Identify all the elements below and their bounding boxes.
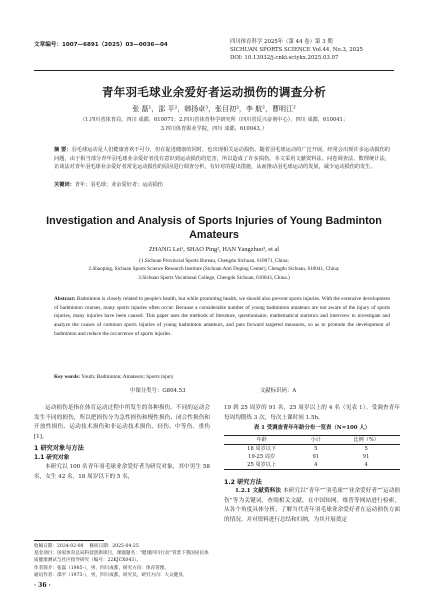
abstract-cn-label: 摘 要： [54,147,72,153]
article-number: 文章编号：1007—6891（2025）03—0036—04 [34,42,168,48]
affiliation-cn-line-1: （1.四川省体育局，四川 成都，610071；2.四川省体育科学研究所（四川省反兴奋剂中心），四川 成都，610041； [79,117,349,123]
table-cell: 19-25 周岁 [248,453,276,460]
table-cell: 4 [332,461,400,470]
affiliation-en-line-2: 2.Shaoping, Sichuan Sports Science Research Institute (Sichuan Anti Doping Center), Chengdu Sichuan, 610041, China; [88,266,340,273]
table-cell: 25 周岁以上 [224,461,299,470]
table-1-title: 表 1 受调查青年年龄分布一览表（N=100 人） [253,425,371,431]
table-row [224,461,400,470]
col-header-age: 年龄 [224,435,299,444]
footnote-divider [34,540,104,541]
abstract-en-label: Abstract: [54,296,76,302]
keywords-cn-text: 青年；羽毛球；业余爱好者；运动损伤 [74,182,163,188]
clc-number: 中图分类号：G804.53 [130,388,186,394]
keywords-en-text: Youth; Badminton; Amateurs; Sports injury [81,374,174,380]
journal-cn: 四川体育科学 2025年（第 44 卷）第 3 期 [230,39,333,45]
journal-en: SICHUAN SPORTS SCIENCE Vol.44, No.3, 2025 [230,47,363,53]
affiliation-en-line-3: 3.Sichuan Sports Vocational College, Chengdu Sichuan, 610043, China.) [138,274,290,281]
title-cn: 青年羽毛球业余爱好者运动损伤的调查分析 [101,85,327,99]
abstract-cn-text: 羽毛球运动是人们健康喜欢不可分，但在促进健康的同时，也出现相关运动损伤。随着羽毛球运动的广泛开展，经常会出现许多运动损伤的问题，由于相当部分青年羽毛球业余爱好者没有意识到运动损伤的危害，所以造成了许多损伤。本文采用文献资料法、问卷调查法、数理统计法，访谈法对青年羽毛球业余爱好者常见运动损伤的原因进行调查分析，有针对的提出措施，从而推动羽毛球运动的发展，减少运动损伤的发生。 [54,147,390,171]
col-header-subtotal: 小计 [299,435,332,444]
subsection-heading-1-2: 1.2 研究方法 [224,478,262,486]
abstract-cn [54,146,390,172]
literature-method-text: 本研究以“青年”“羽毛球”“业余爱好者”“运动损伤”等为关键词，查阅相关文献，在中国知网、维普等网站进行检索，从各个角度具体分析，了解当代青年羽毛球业余爱好者在运动损伤方面的情况。并对资料进行总结和归纳，为其开展奠定 [224,488,400,523]
table-cell: 91 [362,453,370,460]
keywords-cn [54,181,390,188]
title-en: Investigation and Analysis of Sports Injuries of Young Badminton Amateurs [46,215,382,241]
keywords-en-label: Key words: [54,374,81,380]
revised-date: 修回日期：2025-04-25 [89,544,139,549]
footnote-dates [34,543,210,550]
table-cell: 91 [312,453,320,460]
doi-link[interactable]: DOI: 10.13932/j.cnki.sctykx.2025.03.07 [230,55,339,61]
table-row [224,453,400,461]
affiliation-cn-line-2: 3.四川体育职业学院，四川 成都，610043。） [160,125,268,132]
table-cell: 5 [364,445,368,452]
table-row [224,444,400,453]
authors-cn: 张 磊¹，邵 平²，韩扬卓³，张目初²，李 航²，曹明江² [132,105,296,113]
age-distribution-table [224,435,400,470]
authors-en: ZHANG Lei¹, SHAO Ping², HAN Yangzhuo³, et al [148,246,280,253]
col-header-percent: 比例（%） [332,435,400,444]
author-bio: 作者简介：张磊（1985-），男，四川成都，研究方向：体育管理。 [34,565,169,571]
subjects-paragraph-cont: 19 到 25 周岁的 91 名，25 周岁以上的 4 名（见表 1）。受调查青年每周均锻炼 3 次，每次上课时间 1.5h。 [224,405,400,421]
body-column-right [224,404,400,525]
received-date: 收稿日期：2024-02-08 [34,544,84,549]
footnote [34,543,210,579]
abstract-en [54,295,390,339]
section-heading-1: 1 研究对象与方法 [34,445,84,452]
body-column-left [34,404,210,482]
header-divider [34,70,394,71]
intro-paragraph: 运动损伤是指在体育运动过程中所发生的各种损伤。不同的运动会发生不同的损伤，所以把损伤分为急性损伤和慢性损伤、闭合性损伤和开放性损伤、运动技术损伤和非运动技术损伤、轻伤、中等伤、重伤[1]。 [34,405,210,440]
journal-info [230,38,400,62]
subjects-paragraph: 本研究以 100 名青年羽毛球业余爱好者为研究对象，其中男生 58 名，女生 42 名，18 周岁以下的 5 名， [34,464,210,480]
corresponding-author: 通讯作者：邵平（1973-），男，四川成都，研究员，研究方向：大众健身。 [34,572,188,578]
table-cell: 5 [314,445,318,452]
subsection-heading-1-2-1: 1.2.1 文献资料法 [235,488,282,494]
table-cell: 18 周岁以下 [247,445,277,452]
document-code: 文献标识码：A [260,388,297,394]
affiliations-cn [34,116,394,133]
subsection-heading-1-1: 1.1 研究对象 [34,454,70,461]
abstract-en-text: Badminton is closely related to people's health, but while promoting health, we should also prevent sports injuries. With the extensive development of badminton courses, many sports injuries often occur. Because a considerable number of young badminton amateurs are not aware of the injury of sports injuries, many injuries have been caused. This paper uses the methods of literature, questionnaire, mathematical statistics and interview to investigate and analyze the causes of common sports injuries of young badminton amateurs, and puts forward targeted measures, so as to promote the development of badminton and reduce the occurrence of sports injuries. [54,296,390,337]
literature-method-paragraph [224,487,400,525]
fund-info: 基金项目：国家体育总局科技创新项目，课题题名：“健康四川行动”背景下我国居民体质健康测试与社区指导研究（编号：22KJCX043）。 [34,551,209,564]
affiliation-en-line-1: (1.Sichuan Provincial Sports Bureau, Chengdu Sichuan, 610071, China; [139,258,289,264]
affiliations-en [34,257,394,282]
page-number: · 36 · [34,582,51,589]
table-header-row [224,435,400,444]
keywords-en [54,374,390,380]
keywords-cn-label: 关键词： [54,182,75,188]
table-cell: 4 [299,461,332,470]
